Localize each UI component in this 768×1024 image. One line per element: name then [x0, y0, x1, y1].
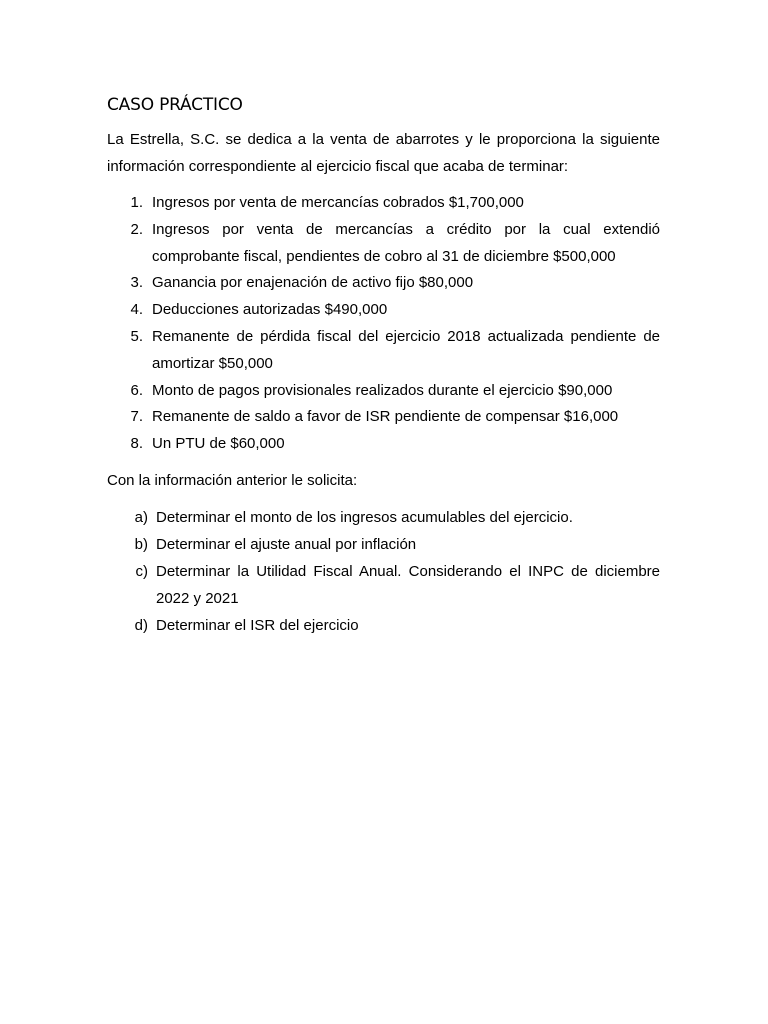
- request-marker: c): [135, 563, 148, 581]
- request-item: [107, 559, 660, 613]
- list-item: [107, 297, 660, 324]
- list-marker: 7.: [130, 408, 143, 426]
- list-item: [107, 190, 660, 217]
- list-marker: 4.: [130, 301, 143, 319]
- list-marker: 6.: [130, 381, 143, 399]
- list-item: [107, 378, 660, 405]
- request-marker: d): [134, 616, 148, 634]
- list-marker: 5.: [130, 327, 143, 345]
- list-item: [107, 404, 660, 431]
- list-item: [107, 270, 660, 297]
- list-item-text: Deducciones autorizadas $490,000: [152, 301, 388, 319]
- request-item-text: Determinar el ISR del ejercicio: [156, 616, 359, 634]
- list-item: [107, 431, 660, 458]
- document-page: [107, 92, 660, 639]
- list-item-text: Monto de pagos provisionales realizados durante el ejercicio $90,000: [152, 381, 613, 399]
- list-item-text: Remanente de saldo a favor de ISR pendiente de compensar $16,000: [152, 408, 619, 426]
- information-list: [107, 190, 660, 458]
- list-item-text: Un PTU de $60,000: [152, 435, 285, 453]
- request-intro: Con la información anterior le solicita:: [107, 471, 358, 489]
- request-item-text: Determinar la Utilidad Fiscal Anual. Considerando el INPC de diciembre 2022 y 2021: [156, 563, 660, 607]
- document-title: CASO PRÁCTICO: [107, 95, 243, 115]
- list-item-text: Ingresos por venta de mercancías a crédito por la cual extendió comprobante fiscal, pendientes de cobro al 31 de diciembre $500,000: [152, 220, 660, 265]
- list-marker: 2.: [130, 220, 143, 238]
- request-item: [107, 532, 660, 559]
- list-item-text: Ingresos por venta de mercancías cobrados $1,700,000: [152, 194, 524, 211]
- request-marker: b): [134, 536, 148, 554]
- request-item: [107, 505, 660, 532]
- intro-paragraph: La Estrella, S.C. se dedica a la venta de abarrotes y le proporciona la siguiente información correspondiente al ejercicio fiscal que acaba de terminar:: [107, 131, 660, 175]
- request-list: [107, 505, 660, 639]
- request-marker: a): [134, 509, 148, 527]
- request-item-text: Determinar el monto de los ingresos acumulables del ejercicio.: [156, 509, 573, 527]
- request-item: [107, 613, 660, 640]
- list-marker: 8.: [130, 435, 143, 453]
- request-item-text: Determinar el ajuste anual por inflación: [156, 536, 417, 554]
- list-item: [107, 217, 660, 271]
- list-item-text: Ganancia por enajenación de activo fijo $80,000: [152, 274, 474, 292]
- list-marker: 3.: [130, 274, 143, 292]
- list-marker: 1.: [130, 194, 143, 211]
- list-item-text: Remanente de pérdida fiscal del ejercicio 2018 actualizada pendiente de amortizar $50,000: [152, 327, 660, 372]
- list-item: [107, 324, 660, 378]
